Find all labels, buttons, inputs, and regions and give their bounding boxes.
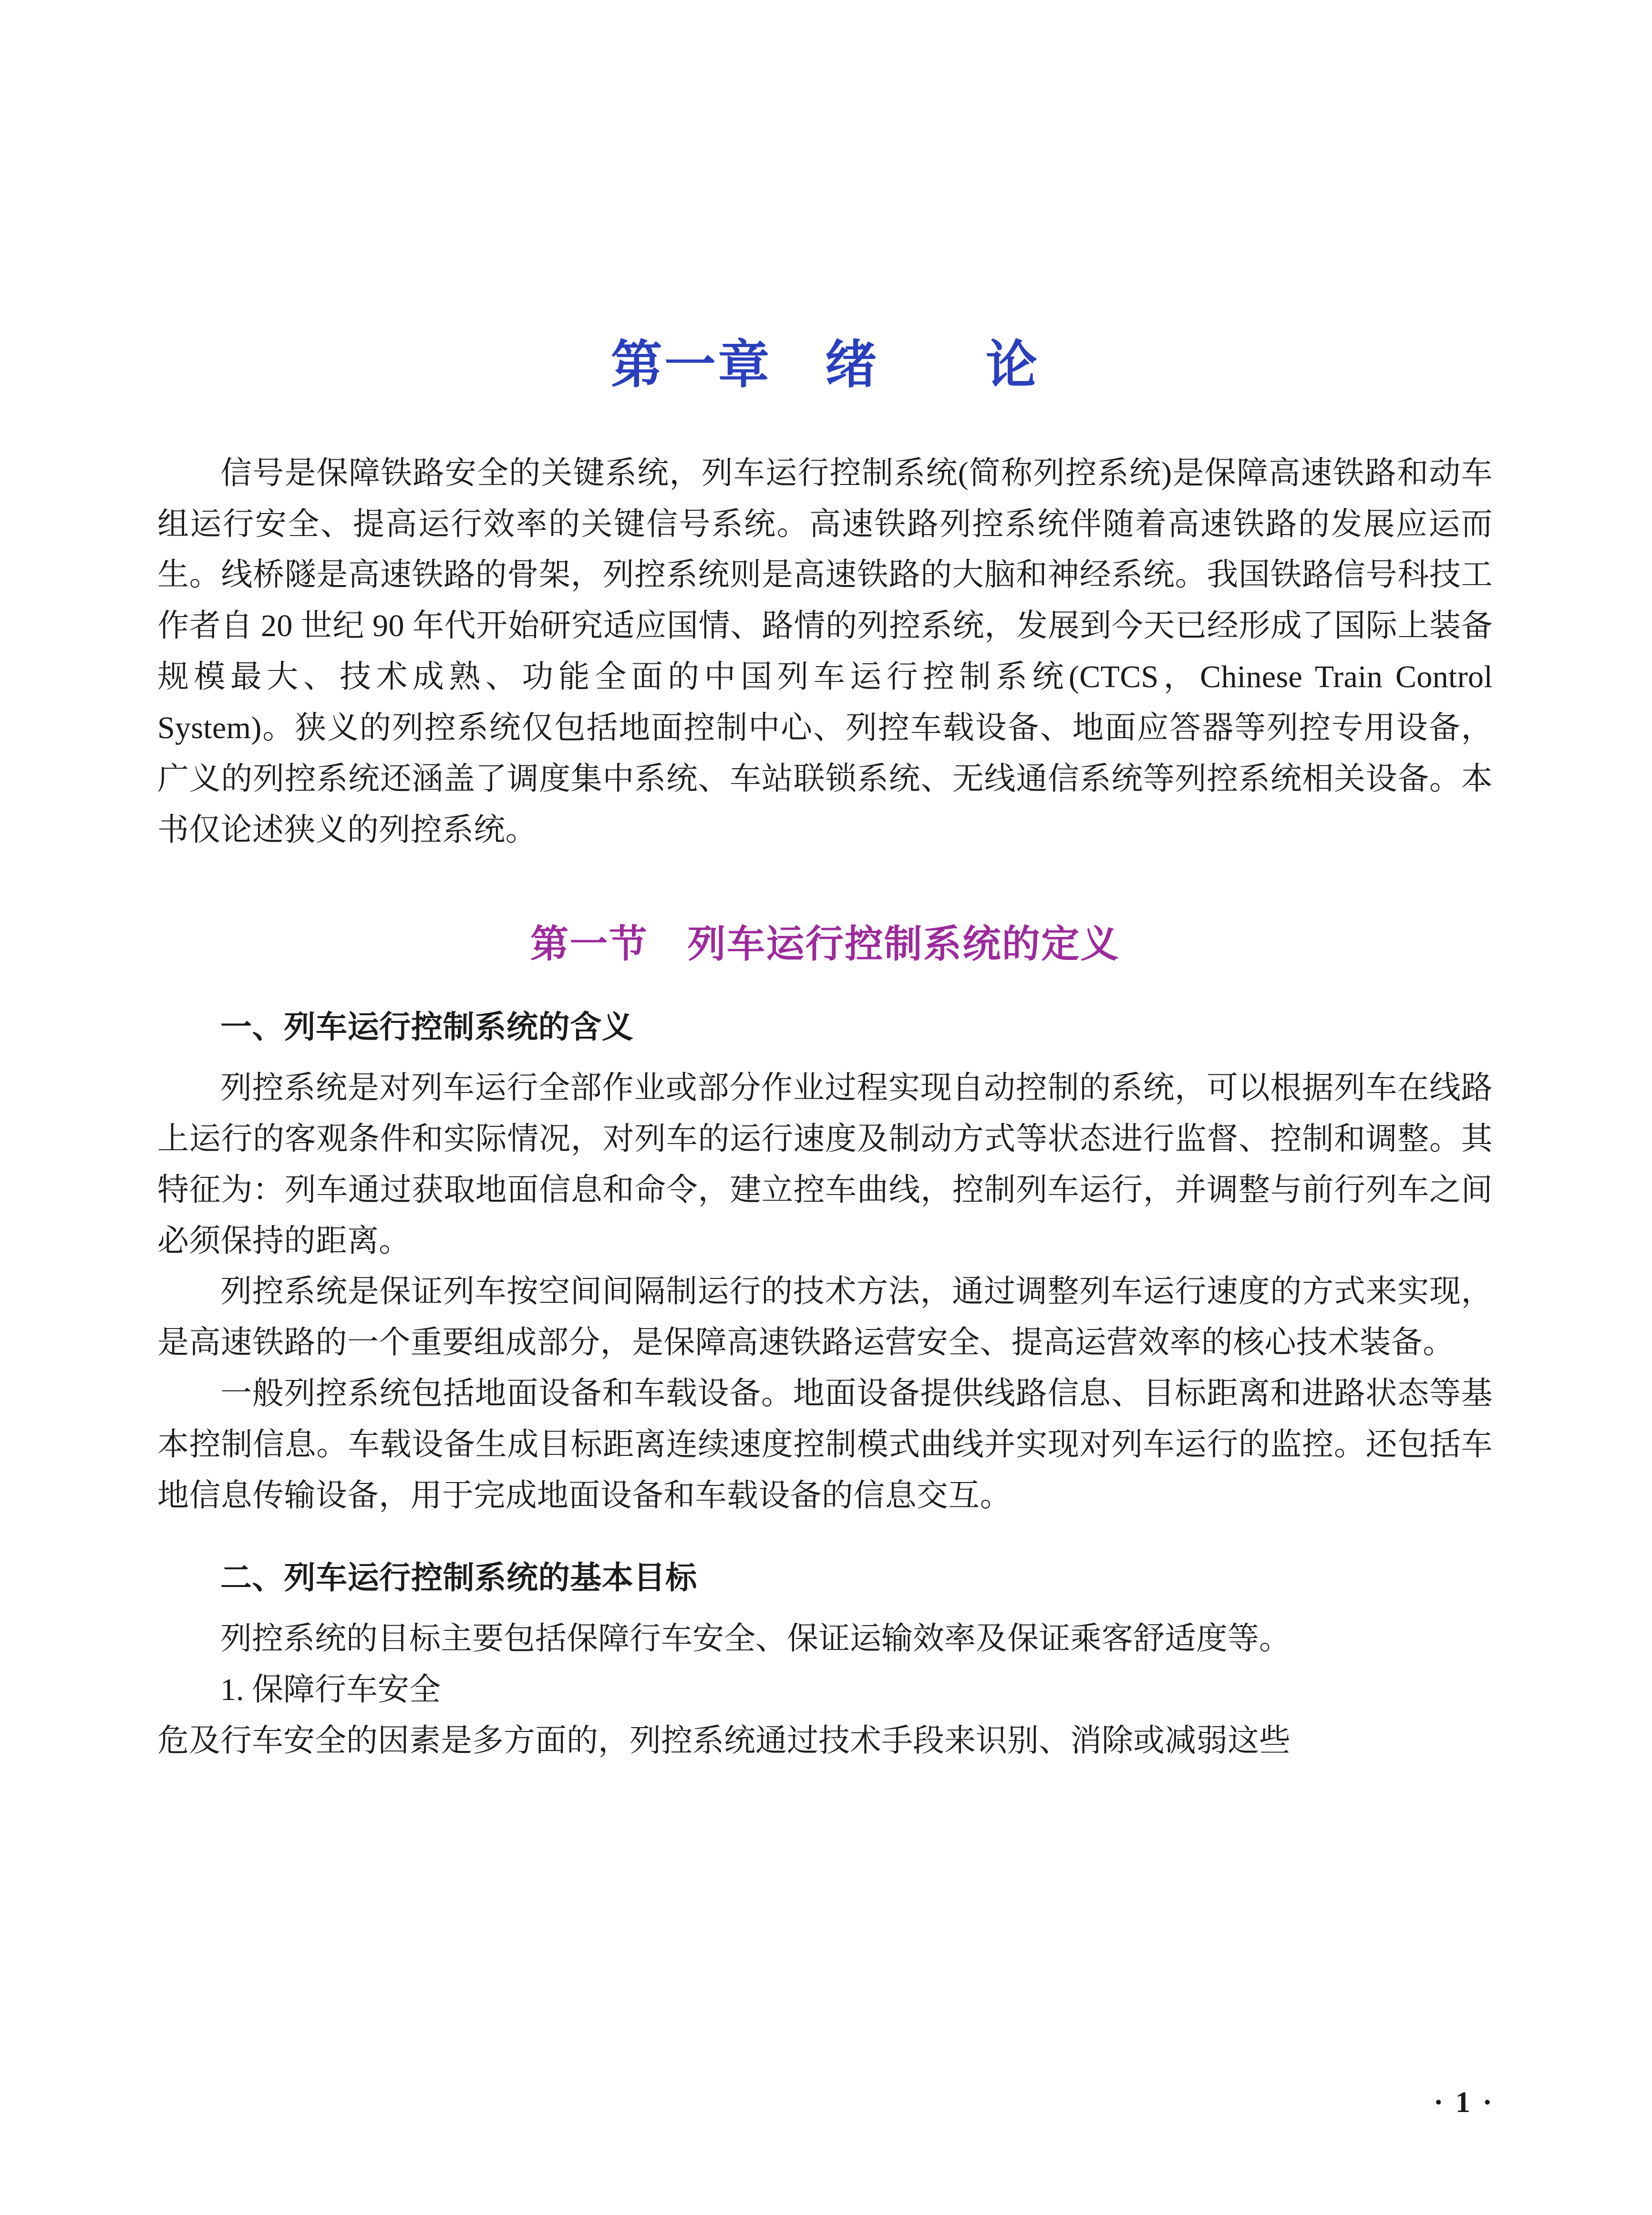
subsection-1-paragraph-1: 列控系统是对列车运行全部作业或部分作业过程实现自动控制的系统，可以根据列车在线路上运行的客观条件和实际情况，对列车的运行速度及制动方式等状态进行监督、控制和调整。其特征为：列车通过获取地面信息和命令，建立控车曲线，控制列车运行，并调整与前行列车之间必须保持的距离。 [157, 1070, 1493, 1258]
intro-paragraph: 信号是保障铁路安全的关键系统，列车运行控制系统(简称列控系统)是保障高速铁路和动车组运行安全、提高运行效率的关键信号系统。高速铁路列控系统伴随着高速铁路的发展应运而生。线桥隧是高速铁路的骨架，列控系统则是高速铁路的大脑和神经系统。我国铁路信号科技工作者自 20 世纪 90 年代开始研究适应国情、路情的列控系统，发展到今天已经形成了国际上装备规模最大、技术成熟、功能全面的中国列车运行控制系统(CTCS，Chinese Train Control System)。狭义的列控系统仅包括地面控制中心、列控车载设备、地面应答器等列控专用设备，广义的列控系统还涵盖了调度集中系统、车站联锁系统、无线通信系统等列控系统相关设备。本书仅论述狭义的列控系统。 [157, 455, 1493, 847]
page-content [157, 0, 1493, 1767]
intro-paragraph-block [157, 448, 1493, 856]
subsection-1-paragraph-3: 一般列控系统包括地面设备和车载设备。地面设备提供线路信息、目标距离和进路状态等基本控制信息。车载设备生成目标距离连续速度控制模式曲线并实现对列车运行的监控。还包括车地信息传输设备，用于完成地面设备和车载设备的信息交互。 [157, 1376, 1493, 1514]
chapter-title: 第一章 绪 论 [610, 336, 1040, 393]
subsection-2-paragraph-2: 危及行车安全的因素是多方面的，列控系统通过技术手段来识别、消除或减弱这些 [157, 1723, 1291, 1758]
subsection-1-paragraph-2: 列控系统是保证列车按空间间隔制运行的技术方法，通过调整列车运行速度的方式来实现，是高速铁路的一个重要组成部分，是保障高速铁路运营安全、提高运营效率的核心技术装备。 [157, 1274, 1493, 1360]
subsection-1-heading: 一、列车运行控制系统的含义 [220, 1009, 634, 1044]
section-heading: 第一节 列车运行控制系统的定义 [530, 922, 1120, 965]
subsection-2-item-1: 1. 保障行车安全 [220, 1672, 441, 1707]
page-number: · 1 · [1433, 2086, 1495, 2119]
subsection-2-heading: 二、列车运行控制系统的基本目标 [220, 1560, 697, 1595]
subsection-2-paragraph-1: 列控系统的目标主要包括保障行车安全、保证运输效率及保证乘客舒适度等。 [220, 1621, 1291, 1656]
